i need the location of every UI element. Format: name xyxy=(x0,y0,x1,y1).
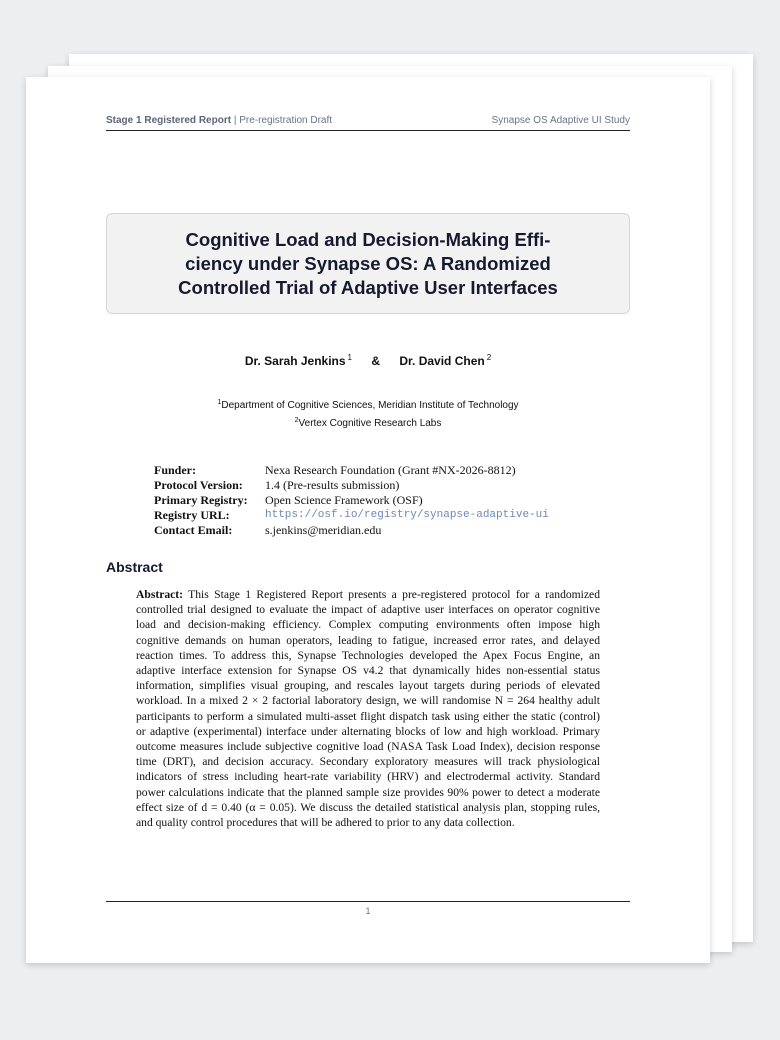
header-study-name: Synapse OS Adaptive UI Study xyxy=(491,115,630,126)
abstract-text: This Stage 1 Registered Report presents a pre-registered protocol for a randomized controlled trial designed to evaluate the impact of adaptive user interfaces on operator cognitive load and decision-making efficiency. Complex computing environments often impose high cognitive demands on human operators, leading to fatigue, increased error rates, and delayed reaction times. To address this, Synapse Technologies developed the Apex Focus Engine, an adaptive interface extension for Synapse OS v4.2 that dynamically hides non-essential status information, simplifies visual grouping, and rescales layout targets during periods of elevated workload. In a mixed 2 × 2 factorial laboratory design, we will randomise N = 264 healthy adult participants to perform a simulated multi-asset flight dispatch task using either the static (control) or adaptive (experimental) interface under alternating blocks of low and high workload. Primary outcome measures include subjective cognitive load (NASA Task Load Index), decision response time (DRT), and decision accuracy. Secondary exploratory measures will track physiological indicators of stress including heart-rate variability (HRV) and electrodermal activity. Standard power calculations indicate that the planned sample size provides 90% power to detect a moderate effect size of d = 0.40 (α = 0.05). We discuss the detailed statistical analysis plan, stopping rules, and quality control procedures that will be adhered to prior to any data collection. xyxy=(136,588,600,830)
paper-title: Cognitive Load and Decision-Making Effi-ciency under Synapse OS: A Randomized Controlled Trial of Adaptive User Interfaces xyxy=(178,228,558,298)
affiliation xyxy=(26,395,710,413)
metadata-row xyxy=(154,478,549,493)
metadata-key: Protocol Version: xyxy=(154,478,243,492)
affiliation xyxy=(26,413,710,431)
registry-url-link[interactable]: https://osf.io/registry/synapse-adaptive-ui xyxy=(265,509,549,521)
metadata-row xyxy=(154,463,549,478)
metadata-row xyxy=(154,523,549,538)
author-affiliation-mark: 1 xyxy=(347,353,352,362)
header-left xyxy=(106,115,332,126)
author-separator: & xyxy=(371,354,381,368)
affiliation-mark: 2 xyxy=(294,417,299,424)
affiliation-text: Department of Cognitive Sciences, Meridian Institute of Technology xyxy=(221,400,519,411)
metadata-value: 1.4 (Pre-results submission) xyxy=(265,478,400,492)
running-header xyxy=(106,115,630,131)
page-number: 1 xyxy=(365,906,371,916)
footer-rule xyxy=(106,901,630,902)
metadata-key: Funder: xyxy=(154,463,196,477)
title-box xyxy=(106,213,630,314)
author-affiliation-mark: 2 xyxy=(486,353,492,362)
header-report-type: Stage 1 Registered Report xyxy=(106,115,232,126)
affiliation-text: Vertex Cognitive Research Labs xyxy=(298,418,442,429)
metadata-value: Nexa Research Foundation (Grant #NX-2026-8812) xyxy=(265,463,516,477)
affiliation-list xyxy=(26,395,710,431)
metadata-key: Contact Email: xyxy=(154,523,233,537)
metadata-row xyxy=(154,493,549,508)
metadata-key: Registry URL: xyxy=(154,508,230,522)
abstract-label: Abstract: xyxy=(136,588,184,601)
metadata-value: s.jenkins@meridian.edu xyxy=(265,523,382,537)
author-name: Dr. David Chen xyxy=(399,354,485,368)
metadata-value: Open Science Framework (OSF) xyxy=(265,493,423,507)
abstract-body xyxy=(136,587,600,830)
abstract-heading: Abstract xyxy=(106,559,163,575)
header-separator: | xyxy=(233,115,237,126)
metadata-key: Primary Registry: xyxy=(154,493,248,507)
metadata-table xyxy=(154,463,549,538)
author-name: Dr. Sarah Jenkins xyxy=(244,354,346,368)
affiliation-mark: 1 xyxy=(217,399,222,406)
document-page xyxy=(26,77,710,963)
header-status: Pre-registration Draft xyxy=(239,115,333,126)
metadata-row xyxy=(154,508,549,523)
author-list xyxy=(26,353,710,368)
